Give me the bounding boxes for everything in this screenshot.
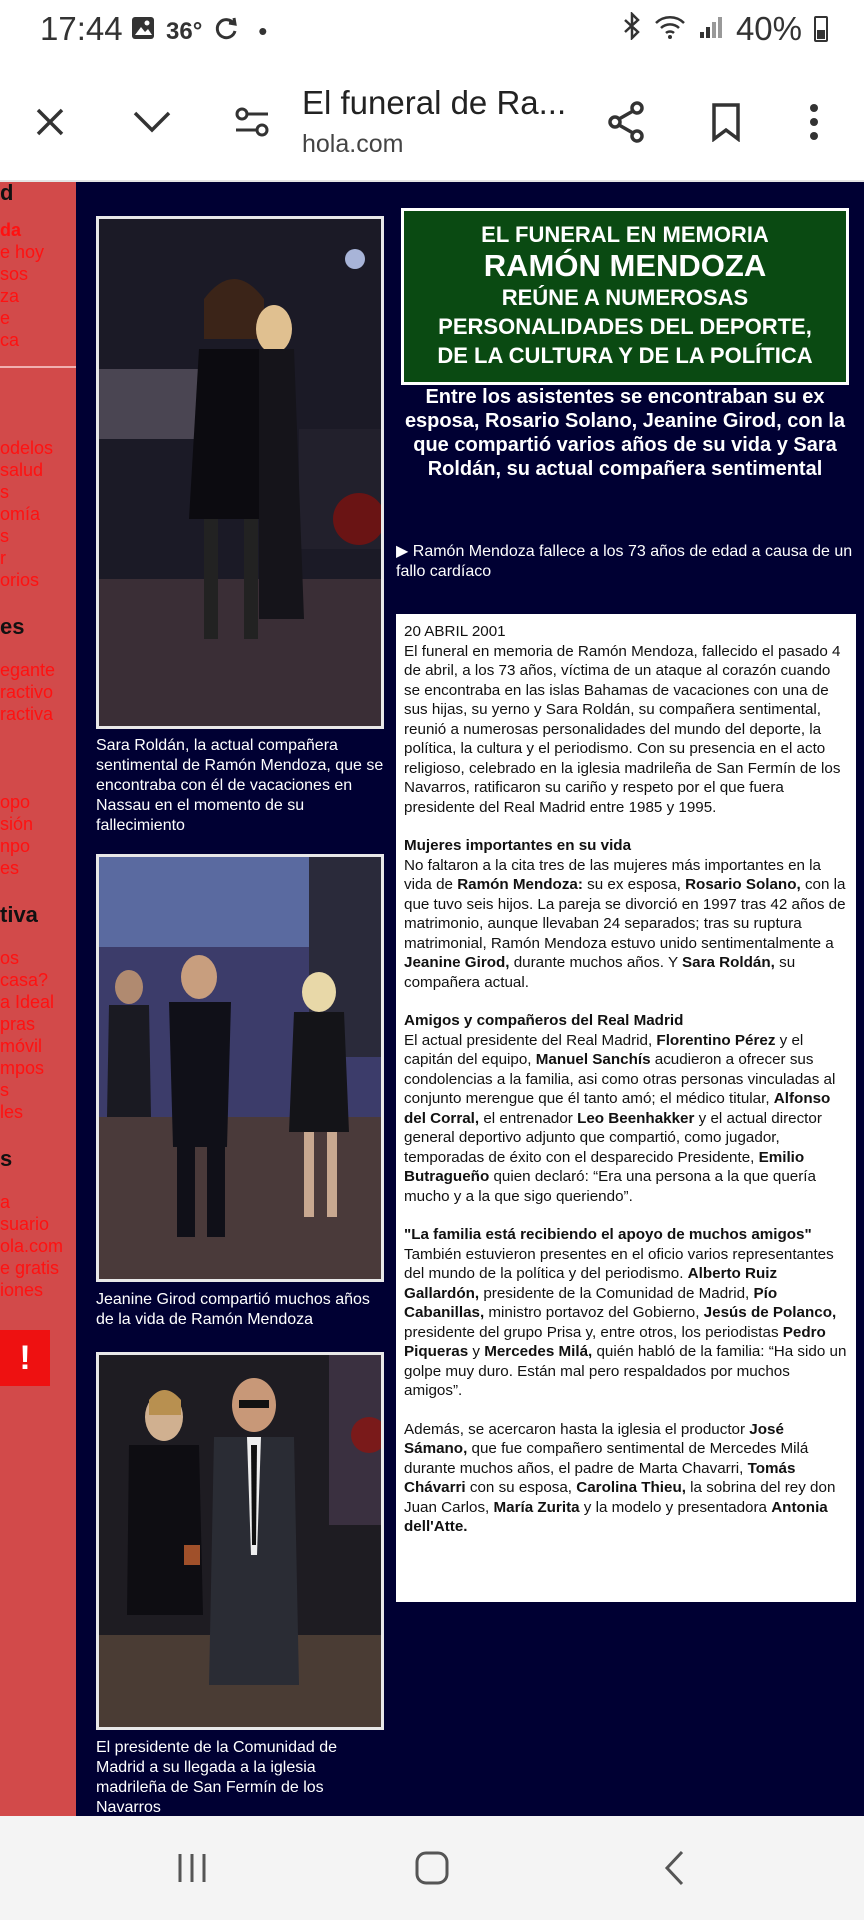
- recent-apps-button[interactable]: [162, 1844, 222, 1892]
- battery-percent: 40%: [735, 10, 802, 47]
- close-button[interactable]: [22, 94, 78, 150]
- status-time: 17:44: [40, 10, 123, 47]
- photo-sara-roldan: [96, 216, 384, 729]
- home-button[interactable]: [402, 1844, 462, 1892]
- sidebar-link[interactable]: odelos: [0, 438, 54, 458]
- article-body: [396, 614, 856, 1602]
- tune-icon: [234, 106, 270, 138]
- sidebar-link[interactable]: r: [0, 548, 6, 568]
- sidebar-link[interactable]: móvil: [0, 1036, 43, 1056]
- status-bar: [0, 0, 864, 64]
- sidebar-link[interactable]: es: [0, 858, 20, 878]
- sidebar-link[interactable]: suario: [0, 1214, 50, 1234]
- status-left-icons: [130, 14, 267, 49]
- title-area[interactable]: [302, 84, 592, 159]
- caption-photo-3: El presidente de la Comunidad de Madrid a su llegada a la iglesia madrileña de San Fermín de los Navarros: [96, 1739, 338, 1816]
- share-icon: [606, 100, 646, 144]
- sidebar-link[interactable]: os: [0, 948, 20, 968]
- sidebar-link[interactable]: sos: [0, 264, 29, 284]
- more-vert-icon: [809, 102, 819, 142]
- bluetooth-icon: [622, 10, 642, 48]
- sidebar-link[interactable]: ola.com: [0, 1236, 64, 1256]
- photo-gallardon: [96, 1352, 384, 1730]
- sidebar-heading: es: [0, 614, 25, 639]
- sidebar-divider: [0, 366, 76, 368]
- headline-line-1: EL FUNERAL EN MEMORIA: [481, 222, 769, 247]
- section-heading-friends: Amigos y compañeros del Real Madrid: [404, 1012, 684, 1029]
- system-navigation-bar: [0, 1816, 864, 1920]
- recent-apps-icon: [175, 1851, 209, 1885]
- caption-photo-2: Jeanine Girod compartió muchos años de la vida de Ramón Mendoza: [96, 1291, 370, 1328]
- sidebar-link[interactable]: omía: [0, 504, 41, 524]
- image-icon: [130, 15, 156, 48]
- sidebar-link[interactable]: za: [0, 286, 20, 306]
- sidebar-link[interactable]: mpos: [0, 1058, 45, 1078]
- sidebar-link[interactable]: da: [0, 220, 22, 240]
- bookmark-icon: [710, 102, 742, 142]
- back-button[interactable]: [644, 1844, 704, 1892]
- sidebar-link[interactable]: s: [0, 526, 9, 546]
- battery-icon: [814, 16, 828, 42]
- sidebar-link[interactable]: les: [0, 1102, 24, 1122]
- sidebar-link[interactable]: e hoy: [0, 242, 45, 262]
- minimize-button[interactable]: [124, 94, 180, 150]
- sidebar-link[interactable]: ca: [0, 330, 20, 350]
- close-icon: [33, 105, 67, 139]
- sidebar-link[interactable]: iones: [0, 1280, 44, 1300]
- related-article-text: Ramón Mendoza fallece a los 73 años de edad a causa de un fallo cardíaco: [396, 543, 853, 580]
- sidebar-link[interactable]: egante: [0, 660, 56, 680]
- more-options-button[interactable]: [786, 94, 842, 150]
- sidebar-link[interactable]: e gratis: [0, 1258, 60, 1278]
- headline-box: [401, 208, 849, 385]
- caption-photo-1: Sara Roldán, la actual compañera sentimental de Ramón Mendoza, que se encontraba con él de vacaciones en Nassau en el momento de su fallecimiento: [96, 737, 384, 834]
- article-date: 20 ABRIL 2001: [404, 623, 506, 640]
- left-sidebar: [0, 182, 76, 1816]
- photo-sara-roldan-image: [99, 219, 384, 729]
- related-article-link[interactable]: [396, 542, 856, 582]
- sidebar-link[interactable]: a: [0, 1192, 11, 1212]
- sidebar-link[interactable]: a Ideal: [0, 992, 55, 1012]
- paragraph-3: El actual presidente del Real Madrid, Florentino Pérez y el capitán del equipo, Manuel Sanchís acudieron a ofrecer sus condolencias a la familia, asi como otras personas vinculadas al conjunto merengue que él tanto amó; el médico titular, Alfonso del Corral, el entrenador Leo Beenhakker y el actual director general deportivo adjunto que compartió, como jugador, temporadas de éxito con el desparecido Presidente, Emilio Butragueño quien declaró: “Era una persona a la que quería mucho y a la que sigo queriendo”.: [404, 1031, 836, 1205]
- page-url: hola.com: [302, 130, 404, 158]
- sync-icon: [212, 14, 240, 49]
- sidebar-link[interactable]: pras: [0, 1014, 36, 1034]
- section-heading-family: "La familia está recibiendo el apoyo de muchos amigos": [404, 1226, 812, 1243]
- sidebar-link[interactable]: ractiva: [0, 704, 54, 724]
- status-right: [622, 10, 828, 48]
- notification-dot: •: [258, 16, 268, 46]
- sidebar-link[interactable]: salud: [0, 460, 44, 480]
- headline-line-2: RAMÓN MENDOZA: [483, 248, 767, 283]
- paragraph-5: Además, se acercaron hasta la iglesia el productor José Sámano, que fue compañero sentimental de Mercedes Milá durante muchos años, el padre de Marta Chavarri, Tomás Chávarri con su esposa, Carolina Thieu, la sobrina del rey don Juan Carlos, María Zurita y la modelo y presentadora Antonia dell'Atte.: [404, 1420, 836, 1535]
- sidebar-link[interactable]: orios: [0, 570, 40, 590]
- article-subheadline: Entre los asistentes se encontraban su ex esposa, Rosario Solano, Jeanine Girod, con la que compartió varios años de su vida y Sara Roldán, su actual compañera sentimental: [404, 386, 846, 480]
- signal-icon: [698, 10, 724, 48]
- sidebar-link[interactable]: s: [0, 1080, 9, 1100]
- headline-line-3: REÚNE A NUMEROSAS: [501, 285, 749, 310]
- sidebar-link[interactable]: opo: [0, 792, 31, 812]
- page-info-button[interactable]: [224, 94, 280, 150]
- temperature: 36°: [166, 17, 203, 45]
- sidebar-link[interactable]: sión: [0, 814, 34, 834]
- paragraph-1: El funeral en memoria de Ramón Mendoza, fallecido el pasado 4 de abril, a los 73 años, víctima de un ataque al corazón cuando se encontraba en las islas Bahamas de vacaciones con una de sus hijas, su yerno y Sara Roldán, su compañera sentimental, reunió a numerosas personalidades del mundo del deporte, la política, la cultura y el periodismo. Con su presencia en el acto religioso, celebrado en la iglesia madrileña de San Fermín de los Navarros, ratificaron su cariño y respeto por el que fuera presidente del Real Madrid entre 1985 y 1995.: [404, 642, 841, 816]
- sidebar-link[interactable]: npo: [0, 836, 31, 856]
- paragraph-4: También estuvieron presentes en el oficio varios representantes del mundo de la política y del periodismo. Alberto Ruiz Gallardón, presidente de la Comunidad de Madrid, Pío Cabanillas, ministro portavoz del Gobierno, Jesús de Polanco, presidente del grupo Prisa y, entre otros, los periodistas Pedro Piqueras y Mercedes Milá, quién habló de la familia: “Ha sido un golpe muy duro. Están mal pero respaldados por muchos amigos”.: [404, 1245, 847, 1399]
- sidebar-link[interactable]: e: [0, 308, 11, 328]
- share-button[interactable]: [598, 94, 654, 150]
- home-icon: [413, 1849, 451, 1887]
- browser-toolbar: [0, 64, 864, 182]
- sidebar-heading: d: [0, 182, 14, 205]
- wifi-icon: [654, 10, 686, 48]
- sidebar-heading: tiva: [0, 902, 38, 927]
- page-title: El funeral de Ra...: [302, 84, 567, 121]
- headline-line-4: PERSONALIDADES DEL DEPORTE,: [438, 314, 812, 339]
- chevron-down-icon: [132, 110, 172, 134]
- sidebar-link[interactable]: casa?: [0, 970, 49, 990]
- sidebar-link[interactable]: ractivo: [0, 682, 54, 702]
- bookmark-button[interactable]: [698, 94, 754, 150]
- paragraph-2: No faltaron a la cita tres de las mujeres más importantes en la vida de Ramón Mendoza: su ex esposa, Rosario Solano, con la que tuvo seis hijos. La pareja se divorció en 1997 tras 42 años de matrimonio, aunque llevaban 24 separados; tras su ruptura matrimonial, Ramón Mendoza estuvo unido sentimentalmente a Jeanine Girod, durante muchos años. Y Sara Roldán, su compañera actual.: [404, 856, 846, 991]
- web-content: [0, 182, 864, 1816]
- section-heading-women: Mujeres importantes en su vida: [404, 837, 632, 854]
- photo-gallardon-image: [99, 1355, 384, 1730]
- triangle-right-icon: ▶: [396, 543, 409, 560]
- photo-jeanine-girod-image: [99, 857, 384, 1282]
- headline-line-5: DE LA CULTURA Y DE LA POLÍTICA: [437, 343, 813, 368]
- alert-button[interactable]: !: [0, 1330, 50, 1386]
- article-panel: [76, 182, 864, 1816]
- photo-jeanine-girod: [96, 854, 384, 1282]
- sidebar-heading: s: [0, 1146, 13, 1171]
- sidebar-link[interactable]: s: [0, 482, 9, 502]
- back-icon: [662, 1849, 686, 1887]
